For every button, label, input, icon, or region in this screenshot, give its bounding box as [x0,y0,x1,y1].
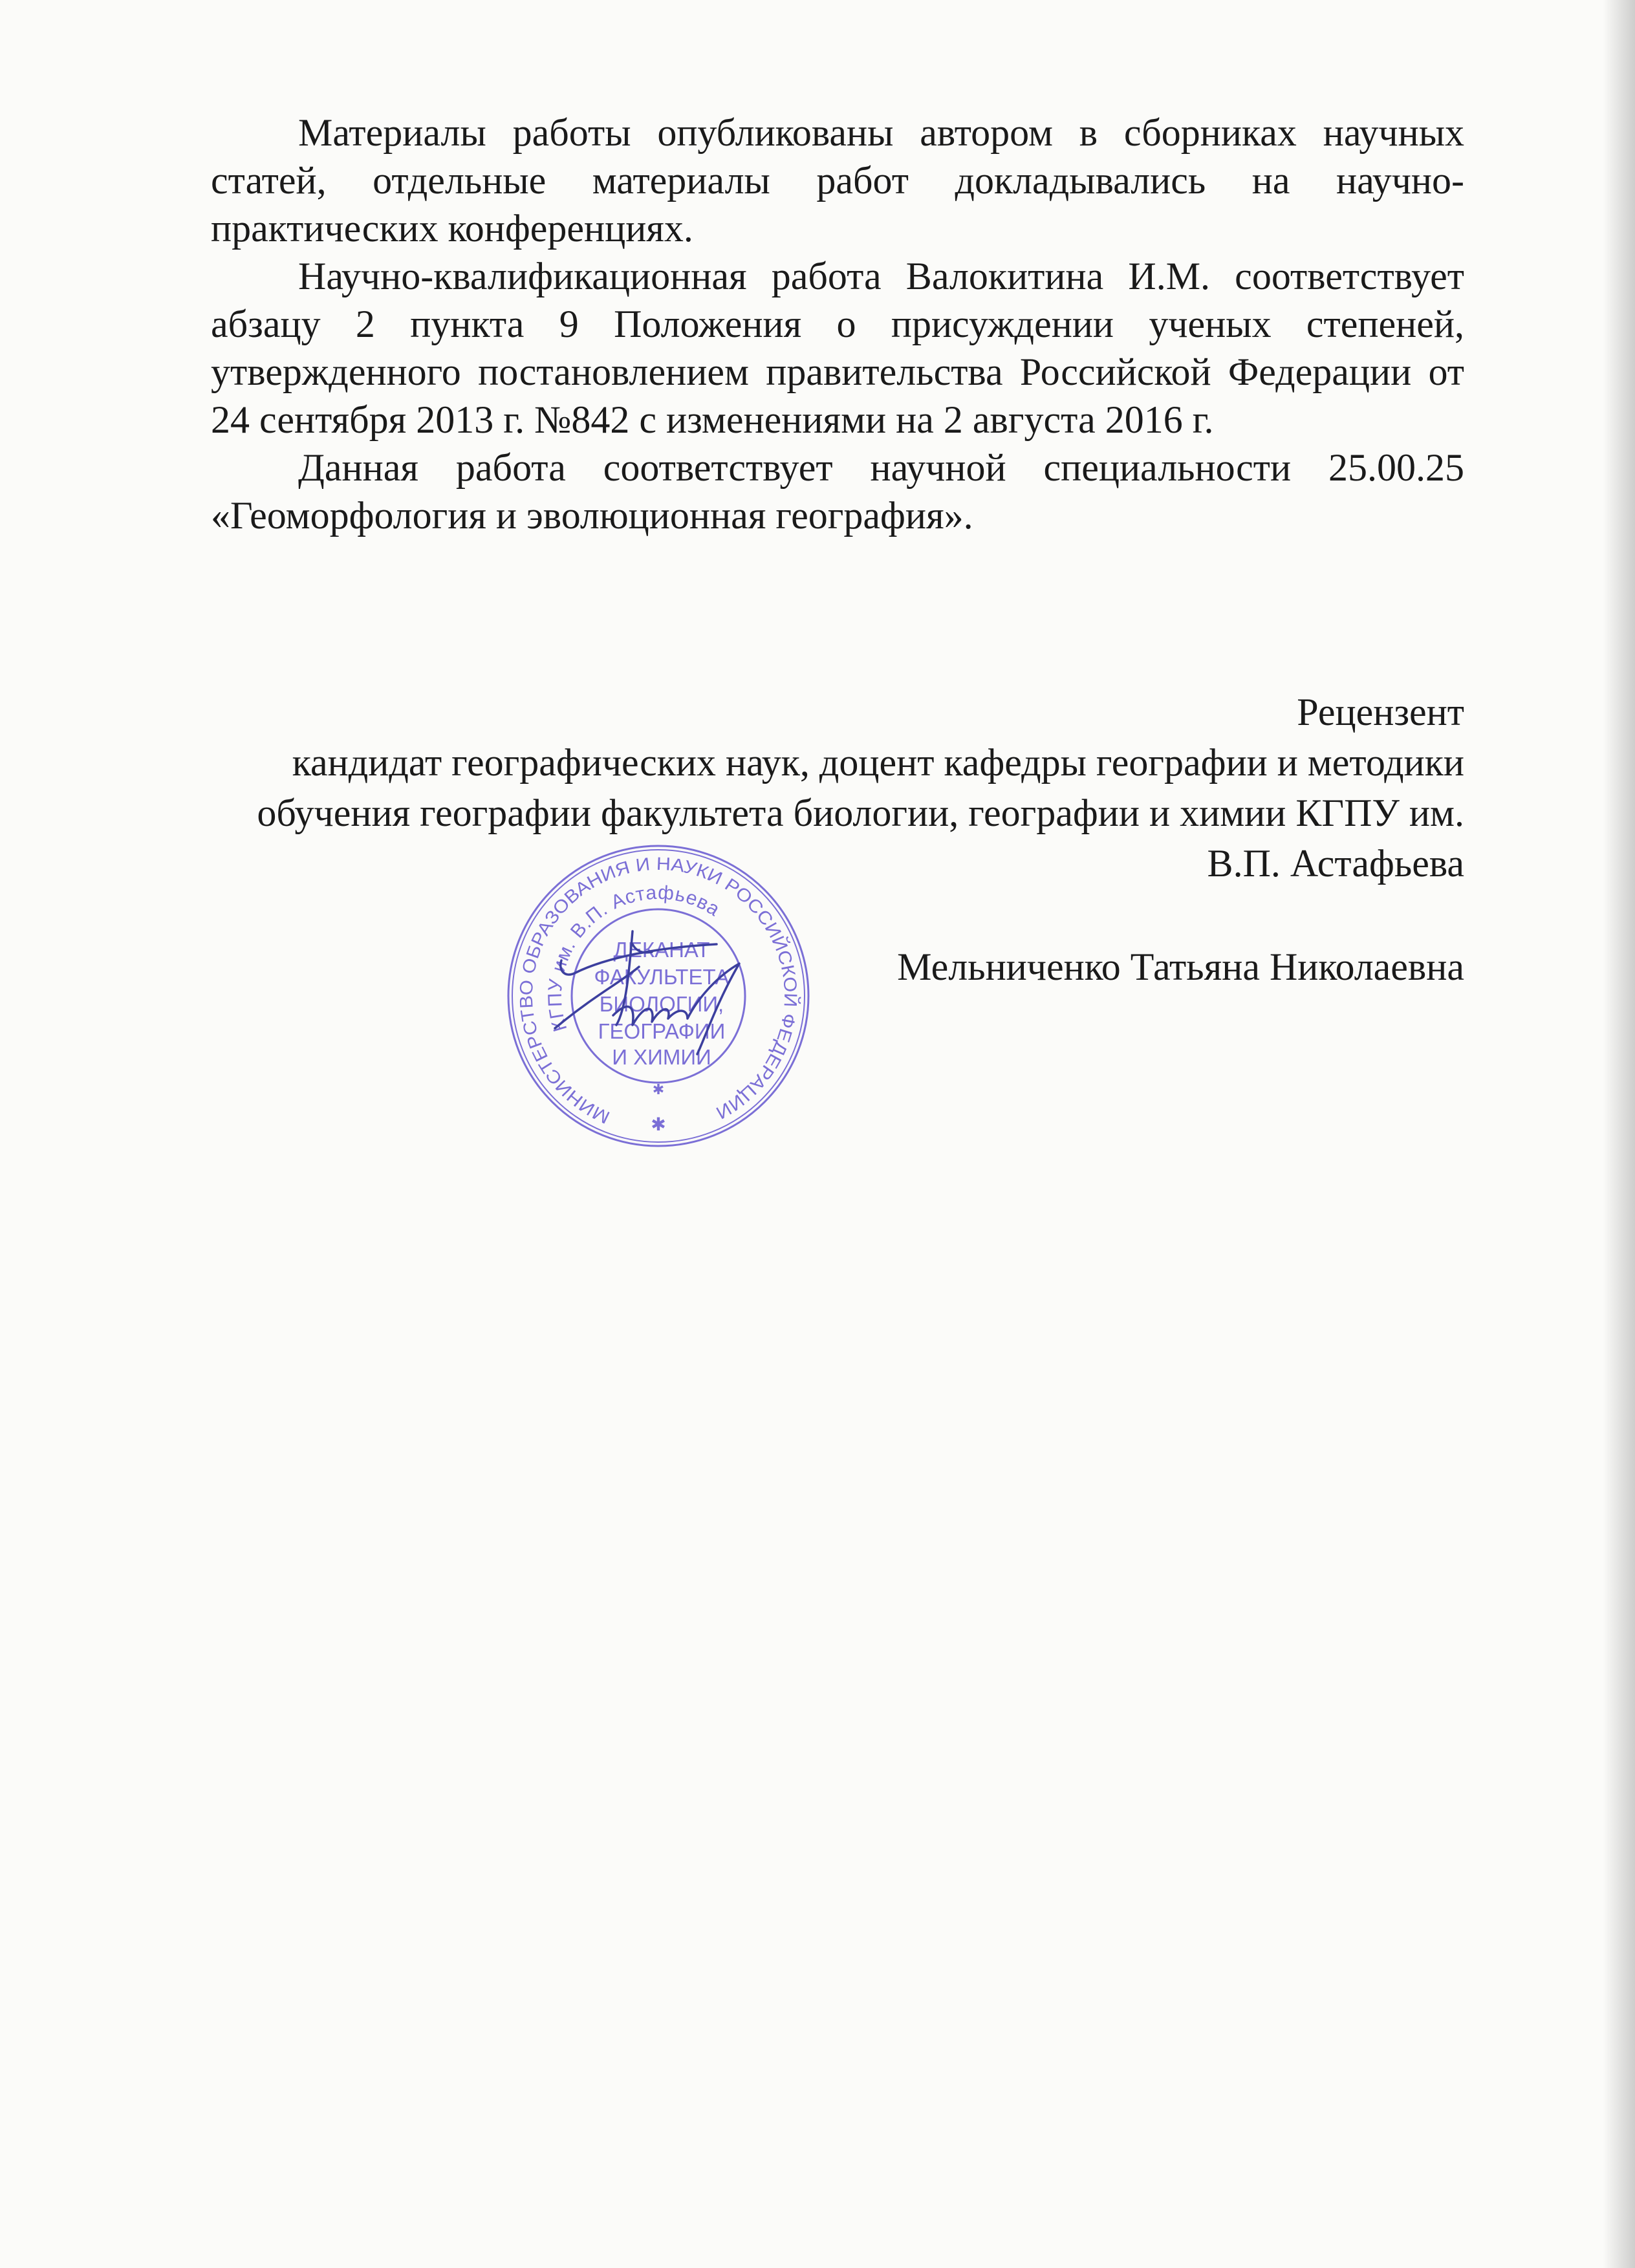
paragraph-specialty: Данная работа соответствует научной специальности 25.00.25 «Геоморфология и эволюционная география». [211,446,1464,537]
paragraph-qualification: Научно-квалификационная работа Валокитина И.М. соответствует абзацу 2 пункта 9 Положения о присуждении ученых степеней, утвержденного постановлением правительства Российской Федерации от 24 сентября 2013 г. №842 с изменениями на 2 августа 2016 г. [211,255,1464,441]
svg-text:ГЕОГРАФИИ: ГЕОГРАФИИ [598,1019,726,1043]
svg-text:ФАКУЛЬТЕТА: ФАКУЛЬТЕТА [594,965,730,989]
svg-text:ДЕКАНАТ: ДЕКАНАТ [613,938,710,962]
scan-edge-shadow [1603,0,1635,2268]
reviewer-title: Рецензент [1297,691,1464,733]
official-stamp [503,841,814,1151]
svg-text:БИОЛОГИИ,: БИОЛОГИИ, [599,992,724,1016]
reviewer-name: Мельниченко Татьяна Николаевна [897,945,1464,988]
paragraph-publications: Материалы работы опубликованы автором в сборниках научных статей, отдельные материалы работ докладывались на научно-практических конференциях. [211,111,1464,250]
reviewer-position-line-2: обучения географии факультета биологии, географии и химии КГПУ им. [257,792,1464,834]
stamp-star-icon: ✱ [652,1081,665,1097]
reviewer-position-line-1: кандидат географических наук, доцент кафедры географии и методики [292,741,1464,784]
stamp-center-text [594,938,729,1069]
document-body [211,109,1464,539]
stamp-inner-text: КГПУ им. В.П. Астафьева [544,881,724,1034]
reviewer-position-line-3: В.П. Астафьева [1207,842,1464,885]
reviewer-block [194,687,1464,992]
svg-text:И ХИМИИ: И ХИМИИ [612,1045,711,1069]
stamp-star-icon: ✱ [651,1114,666,1134]
stamp-outer-text: МИНИСТЕРСТВО ОБРАЗОВАНИЯ И НАУКИ РОССИЙСКОЙ ФЕДЕРАЦИИ [515,853,801,1128]
